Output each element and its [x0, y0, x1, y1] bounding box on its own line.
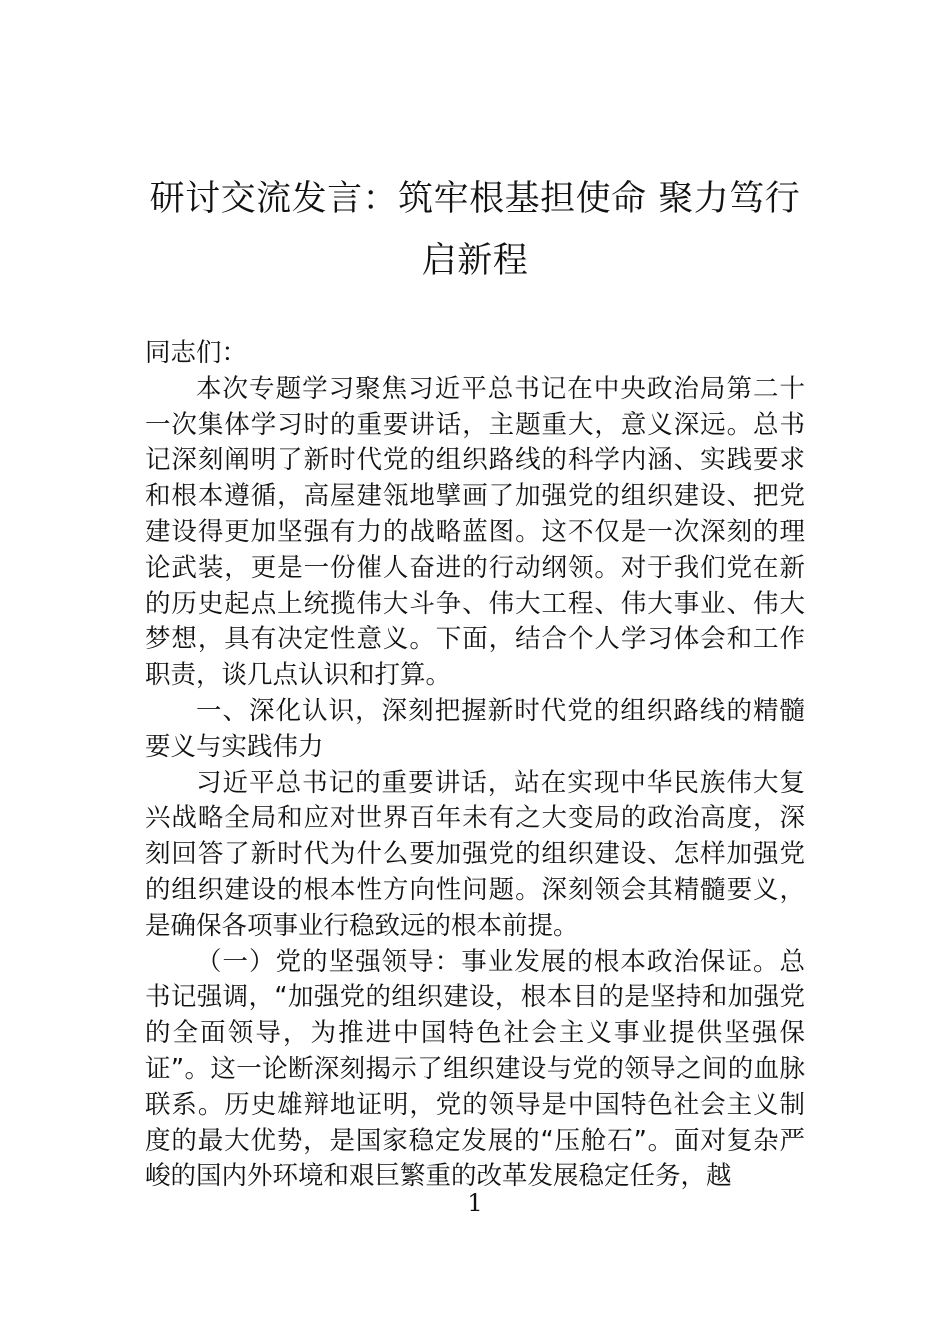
paragraph-intro: 本次专题学习聚焦习近平总书记在中央政治局第二十一次集体学习时的重要讲话，主题重大，意义深远。总书记深刻阐明了新时代党的组织路线的科学内涵、实践要求和根本遵循，高屋建瓴地擘画了加强党的组织建设、把党建设得更加坚强有力的战略蓝图。这不仅是一次深刻的理论武装，更是一份催人奋进的行动纲领。对于我们党在新的历史起点上统揽伟大斗争、伟大工程、伟大事业、伟大梦想，具有决定性意义。下面，结合个人学习体会和工作职责，谈几点认识和打算。 — [145, 373, 805, 691]
section-heading-1: 一、深化认识，深刻把握新时代党的组织路线的精髓要义与实践伟力 — [145, 695, 805, 762]
document-body — [145, 336, 805, 1195]
document-title: 研讨交流发言：筑牢根基担使命 聚力笃行启新程 — [149, 179, 801, 281]
page-number: 1 — [467, 1189, 483, 1217]
paragraph-subsection-1: （一）党的坚强领导：事业发展的根本政治保证。总书记强调，“加强党的组织建设，根本目的是坚持和加强党的全面领导，为推进中国特色社会主义事业提供坚强保证”。这一论断深刻揭示了组织建设与党的领导之间的血脉联系。历史雄辩地证明，党的领导是中国特色社会主义制度的最大优势，是国家稳定发展的“压舱石”。面对复杂严峻的国内外环境和艰巨繁重的改革发展稳定任务，越 — [145, 946, 805, 1192]
greeting: 同志们： — [145, 338, 248, 368]
paragraph-section-1: 习近平总书记的重要讲话，站在实现中华民族伟大复兴战略全局和应对世界百年未有之大变局的政治高度，深刻回答了新时代为什么要加强党的组织建设、怎样加强党的组织建设的根本性方向性问题。深刻领会其精髓要义，是确保各项事业行稳致远的根本前提。 — [145, 767, 805, 941]
